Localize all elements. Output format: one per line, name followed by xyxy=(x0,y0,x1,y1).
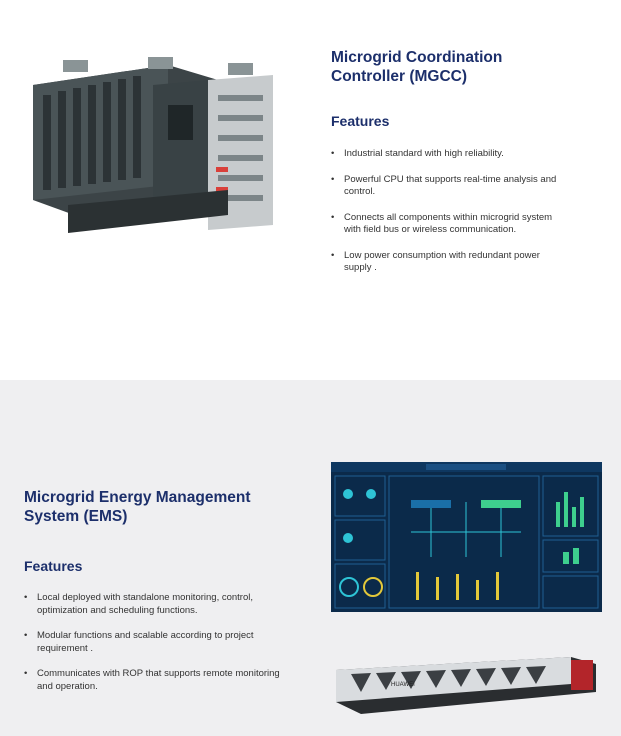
list-item: • Powerful CPU that supports real-time analysis and control. xyxy=(331,174,591,199)
list-item: • Low power consumption with redundant power supply . xyxy=(331,250,591,275)
rack-server-image xyxy=(331,652,601,722)
mgcc-features-heading: Features xyxy=(331,113,390,129)
plc-controller-image xyxy=(28,55,278,235)
ems-feature-list xyxy=(24,592,314,706)
mgcc-title-line2: Controller (MGCC) xyxy=(331,68,468,85)
server-brand-label: HUAWEI xyxy=(391,682,415,688)
list-item: • Communicates with ROP that supports remote monitoring and operation. xyxy=(24,668,314,693)
mgcc-title-line1: Microgrid Coordination xyxy=(331,49,503,66)
ems-features-heading: Features xyxy=(24,558,83,574)
list-item: • Connects all components within microgrid system with field bus or wireless communication. xyxy=(331,212,591,237)
list-item: • Modular functions and scalable according to project requirement . xyxy=(24,630,314,655)
mgcc-title xyxy=(331,48,502,86)
ems-dashboard-image xyxy=(331,462,602,612)
list-item: • Industrial standard with high reliability. xyxy=(331,148,591,161)
mgcc-feature-list xyxy=(331,148,591,288)
ems-title xyxy=(24,488,251,526)
ems-title-line2: System (EMS) xyxy=(24,508,128,525)
ems-title-line1: Microgrid Energy Management xyxy=(24,489,251,506)
list-item: • Local deployed with standalone monitoring, control, optimization and scheduling functions. xyxy=(24,592,314,617)
